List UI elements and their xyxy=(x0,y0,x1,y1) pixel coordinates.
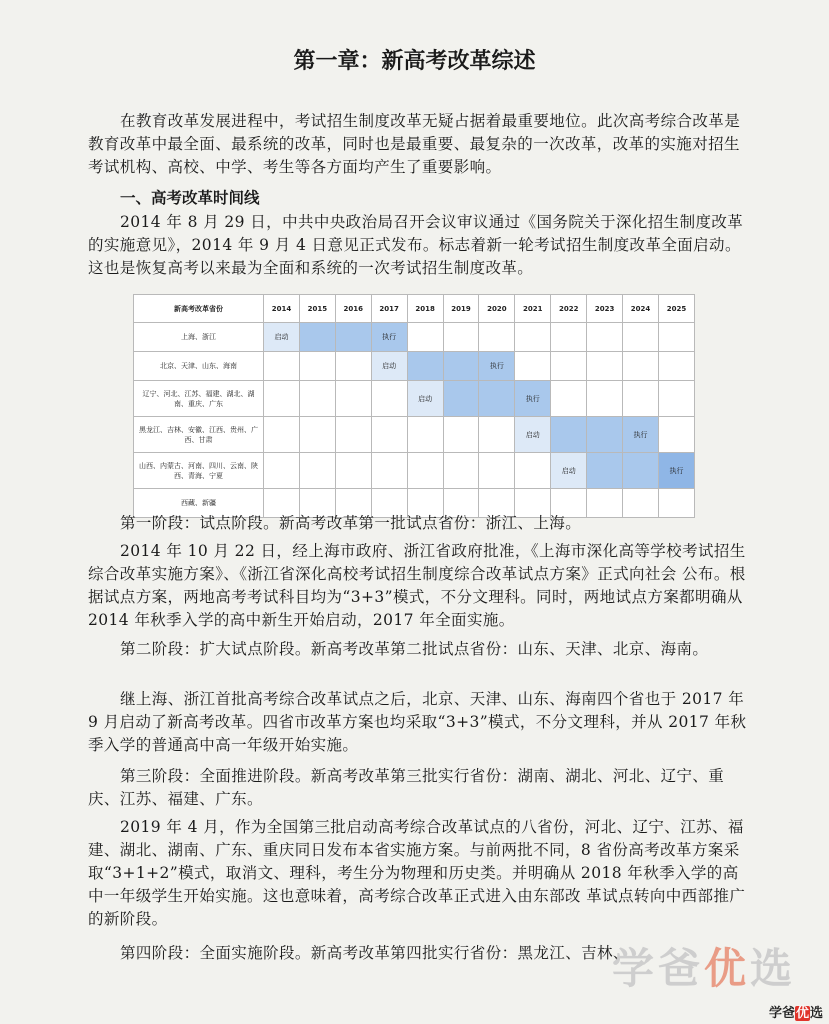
timeline-cell xyxy=(479,453,515,489)
watermark-text: 学爸 xyxy=(612,944,705,993)
timeline-cell xyxy=(623,352,659,381)
table-row xyxy=(134,417,695,453)
exec-cell: 执行 xyxy=(658,453,694,489)
province-cell: 山西、内蒙古、河南、四川、云南、陕西、青海、宁夏 xyxy=(134,453,264,489)
exec-cell: 执行 xyxy=(623,417,659,453)
stage1-detail-paragraph: 2014 年 10 月 22 日，经上海市政府、浙江省政府批准，《上海市深化高等学校考试招生综合改革实施方案》、《浙江省深化高校考试招生制度综合改革试点方案》正式向社会 公布。根据试点方案，两地高考考试科目均为“3+3”模式，不分文理科。同时，两地试点方案都明确从 2014 年秋季入学的高中新生开始启动，2017 年全面实施。 xyxy=(88,542,746,629)
timeline-cell xyxy=(587,453,623,489)
stage3-detail-paragraph: 2019 年 4 月，作为全国第三批启动高考综合改革试点的八省份，河北、辽宁、江苏、福建、湖北、湖南、广东、重庆同日发布本省实施方案。与前两批不同，8 省份高考改革方案采取“3+1+2”模式，取消文、理科，考生分为物理和历史类。并明确从 2018 年秋季入学的高中一年级学生开始实施。这也意味着，高考综合改革正式进入由东部改 革试点转向中西部推广的新阶段。 xyxy=(88,818,746,928)
timeline-cell xyxy=(299,381,335,417)
timeline-cell xyxy=(335,352,371,381)
timeline-cell xyxy=(264,417,300,453)
intro-paragraph: 在教育改革发展进程中，考试招生制度改革无疑占据着最重要地位。此次高考综合改革是教育改革中最全面、最系统的改革，同时也是最重要、最复杂的一次改革，改革的实施对招生考试机构、高校、中学、考生等各方面均产生了重要影响。 xyxy=(88,112,741,176)
timeline-cell xyxy=(371,453,407,489)
start-cell: 启动 xyxy=(551,453,587,489)
stage4-paragraph: 第四阶段：全面实施阶段。新高考改革第四批实行省份：黑龙江、吉林、 xyxy=(120,944,629,962)
year-header: 2022 xyxy=(551,295,587,323)
timeline-cell xyxy=(299,352,335,381)
timeline-cell xyxy=(587,323,623,352)
province-cell: 辽宁、河北、江苏、福建、湖北、湖南、重庆、广东 xyxy=(134,381,264,417)
timeline-cell xyxy=(623,453,659,489)
exec-cell: 执行 xyxy=(371,323,407,352)
timeline-cell xyxy=(443,381,479,417)
timeline-cell xyxy=(335,453,371,489)
timeline-cell xyxy=(479,381,515,417)
timeline-cell xyxy=(443,453,479,489)
watermark-text: 选 xyxy=(750,944,797,993)
start-cell: 启动 xyxy=(407,381,443,417)
year-header: 2018 xyxy=(407,295,443,323)
timeline-cell xyxy=(335,417,371,453)
table-row xyxy=(134,453,695,489)
table-row xyxy=(134,352,695,381)
start-cell: 启动 xyxy=(264,323,300,352)
year-header: 2023 xyxy=(587,295,623,323)
timeline-cell xyxy=(551,381,587,417)
stage2-paragraph: 第二阶段：扩大试点阶段。新高考改革第二批试点省份：山东、天津、北京、海南。 xyxy=(120,640,709,658)
timeline-cell xyxy=(623,381,659,417)
start-cell: 启动 xyxy=(515,417,551,453)
timeline-cell xyxy=(623,323,659,352)
year-header: 2024 xyxy=(623,295,659,323)
timeline-cell xyxy=(658,381,694,417)
timeline-cell xyxy=(587,352,623,381)
watermark-text: 选 xyxy=(809,1006,823,1021)
timeline-cell xyxy=(371,417,407,453)
watermark-text: 学爸 xyxy=(768,1006,795,1021)
province-cell: 黑龙江、吉林、安徽、江西、贵州、广西、甘肃 xyxy=(134,417,264,453)
stage3-paragraph: 第三阶段：全面推进阶段。新高考改革第三批实行省份：湖南、湖北、河北、辽宁、重庆、江苏、福建、广东。 xyxy=(88,767,725,808)
year-header: 2016 xyxy=(335,295,371,323)
stage2-detail-paragraph: 继上海、浙江首批高考综合改革试点之后，北京、天津、山东、海南四个省也于 2017 年 9 月启动了新高考改革。四省市改革方案也均采取“3+3”模式，不分文理科，并从 2017 年秋季入学的普通高中高一年级开始实施。 xyxy=(88,690,747,754)
province-cell: 上海、浙江 xyxy=(134,323,264,352)
timeline-cell xyxy=(443,352,479,381)
watermark-logo xyxy=(612,936,796,996)
timeline-cell xyxy=(264,453,300,489)
section-heading: 一、高考改革时间线 xyxy=(120,189,260,207)
timeline-cell xyxy=(658,352,694,381)
province-cell: 西藏、新疆 xyxy=(134,489,264,518)
timeline-cell xyxy=(407,453,443,489)
table-header-row xyxy=(134,295,695,323)
table-header-label: 新高考改革省份 xyxy=(134,295,264,323)
timeline-cell xyxy=(587,381,623,417)
timeline-cell xyxy=(658,417,694,453)
timeline-cell xyxy=(551,417,587,453)
year-header: 2015 xyxy=(299,295,335,323)
timeline-cell xyxy=(587,417,623,453)
timeline-cell xyxy=(407,352,443,381)
table-row xyxy=(134,381,695,417)
table-row xyxy=(134,323,695,352)
watermark-text: 优 xyxy=(795,1006,809,1021)
timeline-cell xyxy=(335,381,371,417)
stage1-paragraph: 第一阶段：试点阶段。新高考改革第一批试点省份：浙江、上海。 xyxy=(120,514,582,532)
exec-cell: 执行 xyxy=(479,352,515,381)
timeline-cell xyxy=(371,381,407,417)
timeline-cell xyxy=(551,323,587,352)
timeline-cell xyxy=(299,453,335,489)
timeline-cell xyxy=(264,381,300,417)
timeline-cell xyxy=(515,352,551,381)
page-title: 第一章：新高考改革综述 xyxy=(293,49,536,74)
timeline-cell xyxy=(443,417,479,453)
watermark-text: 优 xyxy=(704,944,751,993)
watermark-badge xyxy=(769,1002,823,1021)
year-header: 2017 xyxy=(371,295,407,323)
timeline-cell xyxy=(407,323,443,352)
timeline-cell xyxy=(335,323,371,352)
timeline-cell xyxy=(479,417,515,453)
province-cell: 北京、天津、山东、海南 xyxy=(134,352,264,381)
reform-timeline-table xyxy=(133,294,695,518)
timeline-cell xyxy=(515,453,551,489)
timeline-cell xyxy=(299,323,335,352)
timeline-cell xyxy=(407,417,443,453)
timeline-cell xyxy=(515,323,551,352)
timeline-cell xyxy=(443,323,479,352)
timeline-cell xyxy=(299,417,335,453)
timeline-cell xyxy=(551,352,587,381)
timeline-cell xyxy=(264,352,300,381)
year-header: 2025 xyxy=(658,295,694,323)
year-header: 2020 xyxy=(479,295,515,323)
start-cell: 启动 xyxy=(371,352,407,381)
timeline-cell xyxy=(479,323,515,352)
timeline-paragraph: 2014 年 8 月 29 日，中共中央政治局召开会议审议通过《国务院关于深化招生制度改革的实施意见》，2014 年 9 月 4 日意见正式发布。标志着新一轮考试招生制度改革全面启动。这也是恢复高考以来最为全面和系统的一次考试招生制度改革。 xyxy=(88,213,744,277)
timeline-cell xyxy=(658,323,694,352)
year-header: 2021 xyxy=(515,295,551,323)
year-header: 2019 xyxy=(443,295,479,323)
year-header: 2014 xyxy=(264,295,300,323)
exec-cell: 执行 xyxy=(515,381,551,417)
